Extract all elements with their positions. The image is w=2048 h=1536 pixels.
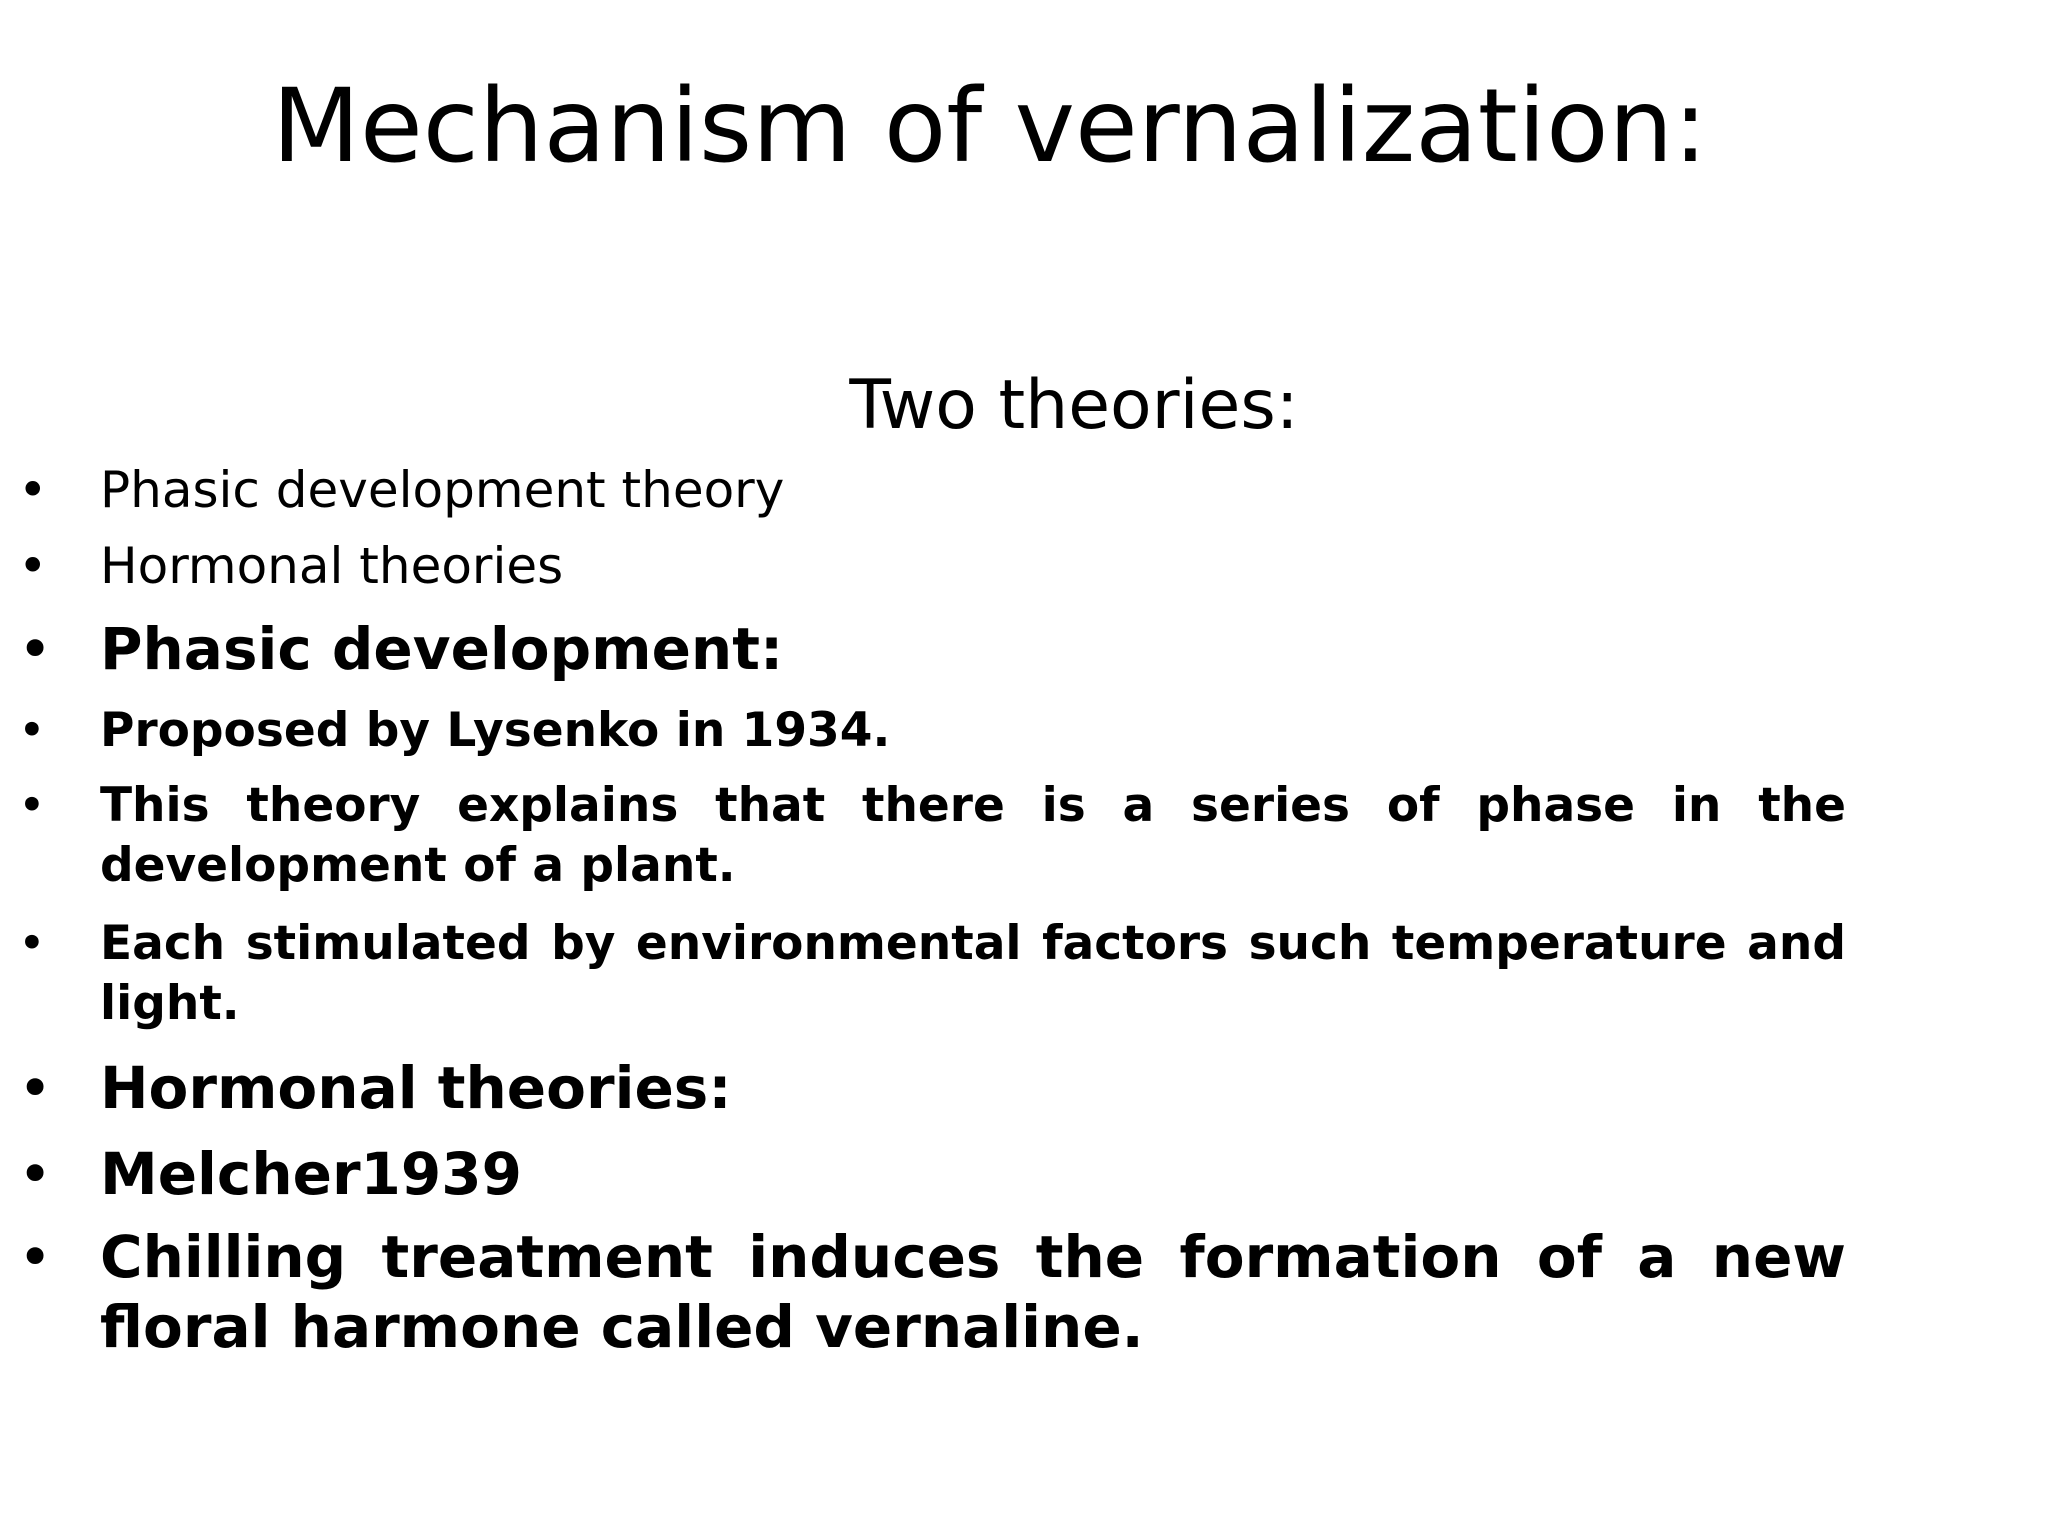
bullet-heading: Hormonal theories: — [100, 1054, 732, 1122]
bullet-text: This theory explains that there is a series of phase in the development of a plant. — [100, 778, 1846, 893]
bullet-text: Proposed by Lysenko in 1934. — [100, 703, 891, 758]
bullet-text: Each stimulated by environmental factors such temperature and light. — [100, 916, 1846, 1031]
bullet-text: Chilling treatment induces the formation of a new floral harmone called vernaline. — [100, 1223, 1846, 1361]
slide-subtitle: Two theories: — [849, 366, 1299, 445]
bullet-text: Hormonal theories — [100, 537, 564, 595]
bullet-text: Melcher1939 — [100, 1140, 522, 1208]
bullet-dot: • — [18, 461, 48, 519]
bullet-dot: • — [18, 537, 48, 595]
bullet-heading: Phasic development: — [100, 615, 784, 683]
bullet-dot: • — [18, 1140, 53, 1208]
bullet-dot: • — [18, 703, 46, 758]
bullet-dot: • — [18, 1223, 53, 1291]
bullet-dot: • — [18, 916, 46, 971]
bullet-dot: • — [18, 778, 46, 833]
bullet-dot: • — [18, 1054, 53, 1122]
bullet-dot: • — [18, 615, 53, 683]
slide-title: Mechanism of vernalization: — [272, 67, 1708, 186]
bullet-text: Phasic development theory — [100, 461, 785, 519]
